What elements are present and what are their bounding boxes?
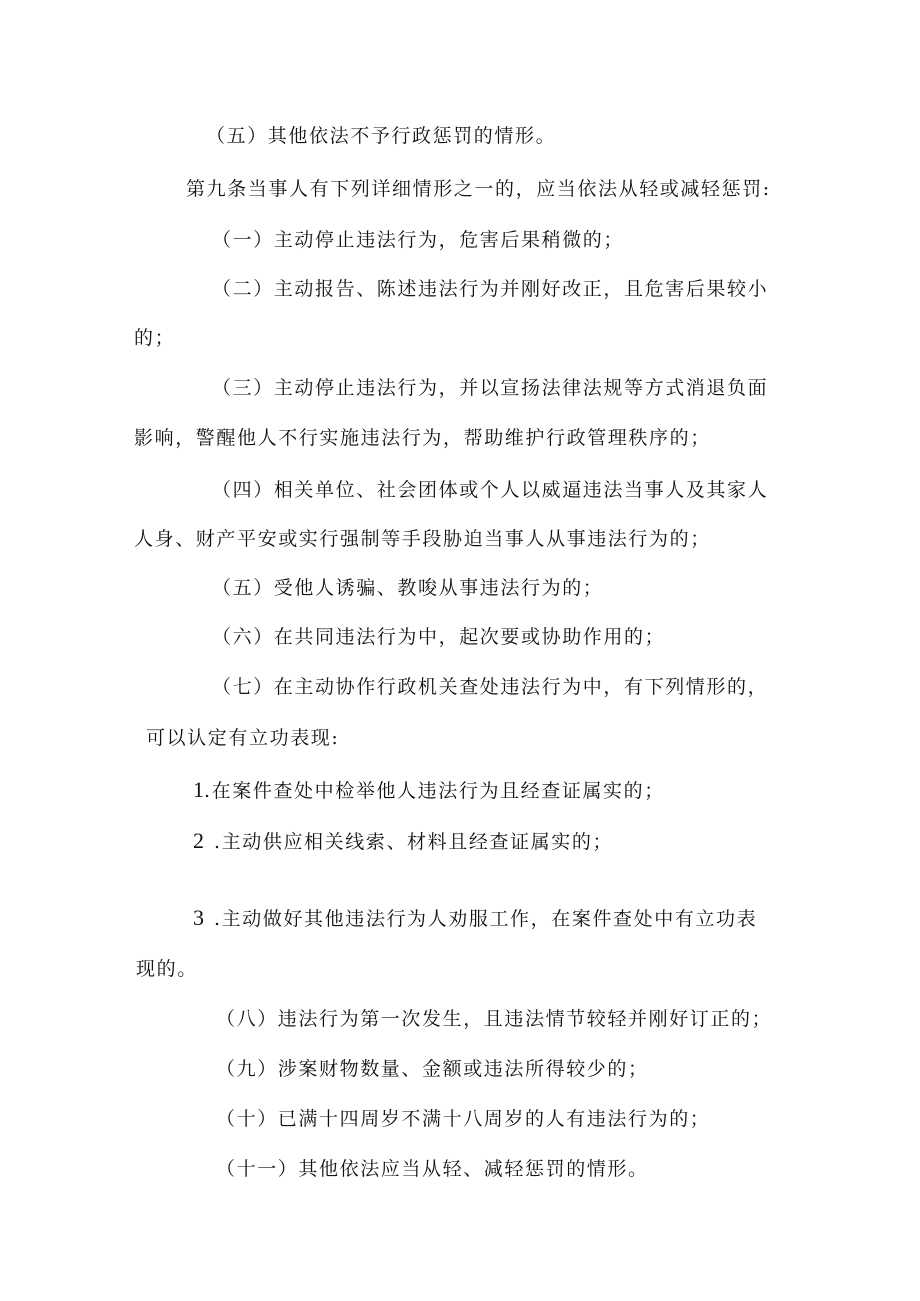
paragraph-line: （六）在共同违法行为中，起次要或协助作用的； xyxy=(212,626,666,648)
paragraph-line: （三）主动停止违法行为，并以宣扬法律法规等方式消退负面 xyxy=(212,377,769,399)
paragraph-line: （八）违法行为第一次发生，且违法情节较轻并刚好订正的； xyxy=(216,1008,773,1030)
item-text: .在案件查处中检举他人违法行为且经查证属实的； xyxy=(204,780,665,802)
paragraph-line: （五）其他依法不予行政惩罚的情形。 xyxy=(206,125,557,147)
item-number: 2 xyxy=(193,828,204,853)
paragraph-line: （十）已满十四周岁不满十八周岁的人有违法行为的； xyxy=(216,1108,711,1130)
numbered-item xyxy=(193,778,665,803)
paragraph-line: （九）涉案财物数量、金额或违法所得较少的； xyxy=(216,1058,649,1080)
paragraph-line: （四）相关单位、社会团体或个人以威逼违法当事人及其家人 xyxy=(212,479,769,501)
item-text: .主动供应相关线索、材料且经查证属实的； xyxy=(214,831,614,853)
paragraph-line: （七）在主动协作行政机关查处违法行为中，有下列情形的， xyxy=(212,676,769,698)
paragraph-line: 的； xyxy=(134,327,176,349)
item-text: .主动做好其他违法行为人劝服工作，在案件查处中有立功表 xyxy=(214,908,758,930)
item-number: 3 xyxy=(193,905,204,930)
paragraph-line: 现的。 xyxy=(136,958,198,980)
item-number: 1 xyxy=(193,777,204,802)
paragraph-line: （十一）其他依法应当从轻、减轻惩罚的情形。 xyxy=(216,1158,649,1180)
paragraph-line: （五）受他人诱骗、教唆从事违法行为的； xyxy=(212,577,604,599)
numbered-item xyxy=(193,829,613,854)
paragraph-line: 人身、财产平安或实行强制等手段胁迫当事人从事违法行为的； xyxy=(134,528,711,550)
numbered-item xyxy=(193,906,757,931)
paragraph-line: （二）主动报告、陈述违法行为并刚好改正，且危害后果较小 xyxy=(212,278,769,300)
paragraph-line: 影响，警醒他人不行实施违法行为，帮助维护行政管理秩序的； xyxy=(134,427,711,449)
paragraph-line: （一）主动停止违法行为，危害后果稍微的； xyxy=(212,229,625,251)
paragraph-line: 可以认定有立功表现: xyxy=(146,727,340,749)
article-9-heading: 第九条当事人有下列详细情形之一的，应当依法从轻或减轻惩罚: xyxy=(186,178,771,200)
